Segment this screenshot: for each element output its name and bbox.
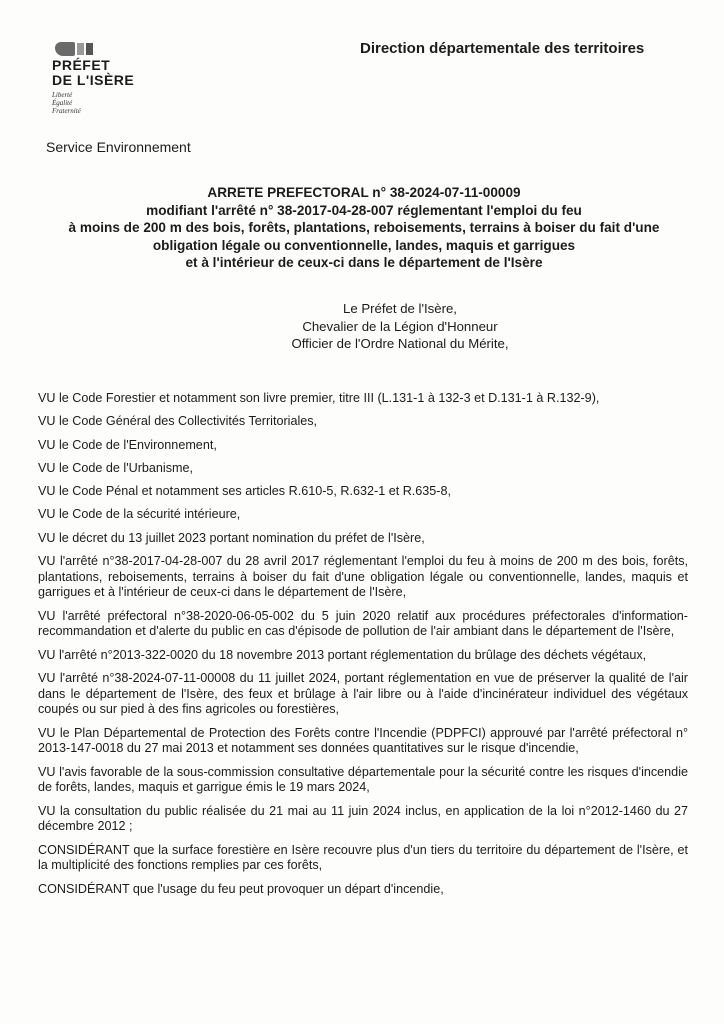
service-name: Service Environnement: [46, 139, 191, 155]
clause-item: VU l'arrêté n°38-2017-04-28-007 du 28 avril 2017 réglementant l'emploi du feu à moins de 200 m des bois, forêts, plantations, reboisements, terrains à boiser du fait d'une obligation légale ou conventionnelle, landes, maquis et garrigues et à l'intérieur de ceux-ci dans le département de l'Isère,: [38, 554, 688, 600]
prefet-line: Chevalier de la Légion d'Honneur: [302, 318, 498, 334]
title-line: à moins de 200 m des bois, forêts, plantations, reboisements, terrains à boiser du fait d'une: [68, 220, 660, 236]
title-line: obligation légale ou conventionnelle, landes, maquis et garrigues: [152, 237, 576, 253]
flag-bar-red: [86, 43, 93, 55]
title-line: ARRETE PREFECTORAL n° 38-2024-07-11-00009: [207, 185, 521, 200]
clause-item: VU le Code de la sécurité intérieure,: [38, 507, 241, 522]
clause-item: VU l'arrêté n°2013-322-0020 du 18 novembre 2013 portant réglementation du brûlage des déchets végétaux,: [38, 647, 647, 662]
motto-fraternite: Fraternité: [52, 107, 81, 115]
arrete-title: [40, 184, 688, 272]
visa-clauses: [38, 391, 688, 905]
clause-item: CONSIDÉRANT que l'usage du feu peut provoquer un départ d'incendie,: [38, 881, 444, 896]
logo-motto: [52, 91, 172, 115]
prefet-signature-block: [250, 300, 550, 353]
prefet-logo: [52, 42, 172, 115]
clause-item: CONSIDÉRANT que la surface forestière en Isère recouvre plus d'un tiers du territoire du département de l'Isère, et la multiplicité des fonctions remplies par ces forêts,: [38, 842, 688, 873]
clause-item: VU le Code de l'Urbanisme,: [38, 460, 193, 475]
prefet-line: Le Préfet de l'Isère,: [343, 301, 457, 316]
direction-title: Direction départementale des territoires: [360, 40, 645, 57]
clause-item: VU l'arrêté n°38-2024-07-11-00008 du 11 juillet 2024, portant réglementation en vue de préserver la qualité de l'air dans le département de l'Isère, des feux et brûlage à l'air libre ou à l'aide d'incinérateur individuel des végétaux coupés ou sur pied à des fins agricoles ou forestières,: [38, 671, 688, 717]
logo-line-1: PRÉFET: [52, 57, 111, 73]
title-line: modifiant l'arrêté n° 38-2017-04-28-007 réglementant l'emploi du feu: [146, 202, 582, 218]
motto-liberte: Liberté: [52, 91, 73, 99]
clause-item: VU la consultation du public réalisée du 21 mai au 11 juin 2024 inclus, en application de la loi n°2012-1460 du 27 décembre 2012 ;: [38, 803, 688, 834]
clause-item: VU le Code Forestier et notamment son livre premier, titre III (L.131-1 à 132-3 et D.131-1 à R.132-9),: [38, 391, 600, 405]
motto-egalite: Égalité: [52, 99, 73, 107]
logo-line-2: DE L'ISÈRE: [52, 72, 135, 88]
flag-bar-white: [77, 43, 84, 55]
clause-item: VU le Code Pénal et notamment ses articles R.610-5, R.632-1 et R.635-8,: [38, 484, 452, 499]
clause-item: VU le Code de l'Environnement,: [38, 437, 217, 452]
marianne-flag-icon: [55, 42, 172, 56]
clause-item: VU l'avis favorable de la sous-commission consultative départementale pour la sécurité contre les risques d'incendie de forêts, landes, maquis et garrigue émis le 19 mars 2024,: [38, 764, 688, 795]
prefet-line: Officier de l'Ordre National du Mérite,: [291, 336, 509, 351]
clause-item: VU le décret du 13 juillet 2023 portant nomination du préfet de l'Isère,: [38, 530, 425, 545]
clause-item: VU le Plan Départemental de Protection des Forêts contre l'Incendie (PDPFCI) approuvé par l'arrêté préfectoral n° 2013-147-0018 du 27 mai 2013 et notamment ses données quantitatives sur le risque d'incendie,: [38, 725, 688, 756]
clause-item: VU l'arrêté préfectoral n°38-2020-06-05-002 du 5 juin 2020 relatif aux procédures préfectorales d'information-recommandation et d'alerte du public en cas d'épisode de pollution de l'air ambiant dans le département de l'Isère,: [38, 608, 688, 639]
title-line: et à l'intérieur de ceux-ci dans le département de l'Isère: [185, 255, 543, 271]
marianne-icon: [55, 42, 75, 56]
clause-item: VU le Code Général des Collectivités Territoriales,: [38, 414, 318, 429]
